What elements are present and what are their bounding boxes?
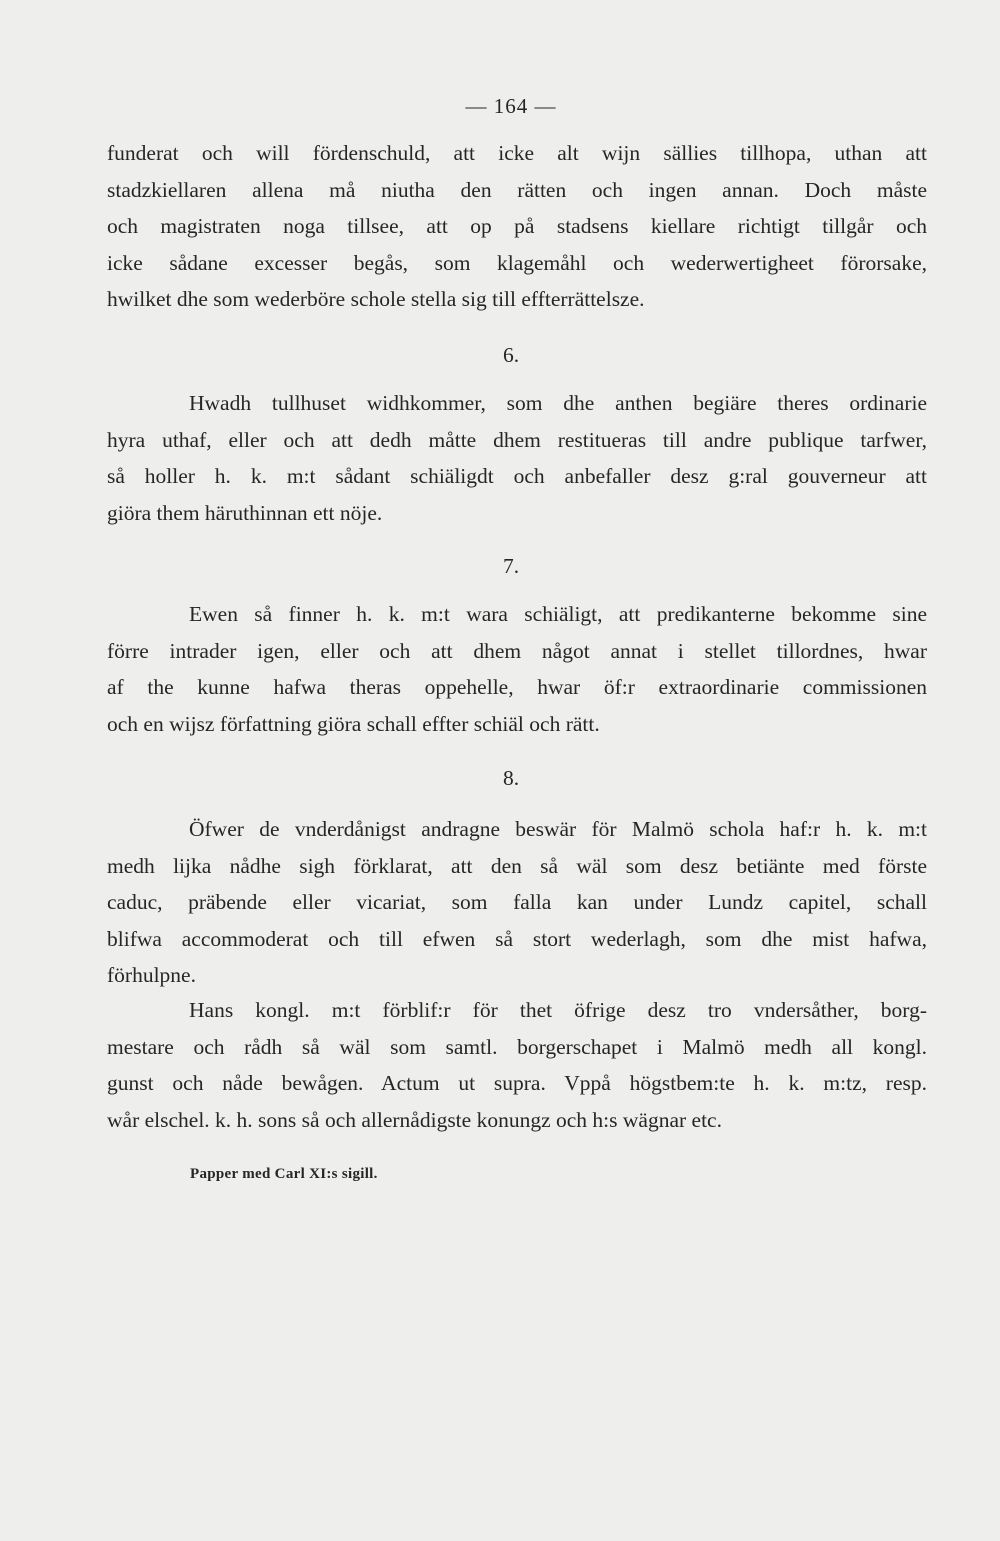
text-line: funderat och will fördenschuld, att icke alt wijn sällies tillhopa, uthan att (107, 141, 927, 165)
text-line: medh lijka nådhe sigh förklarat, att den så wäl som desz betiänte med förste (107, 853, 927, 878)
text-line: giöra them häruthinnan ett nöje. (107, 500, 383, 525)
text-line: förhulpne. (107, 963, 196, 987)
paragraph-section-8 (107, 811, 927, 994)
paragraph-closing (107, 992, 927, 1138)
page-number: — 164 — (465, 94, 557, 118)
section-number-8: 8. (502, 766, 520, 790)
text-line: caduc, präbende eller vicariat, som falla kan under Lundz capitel, schall (107, 890, 927, 914)
text-line: mestare och rådh så wäl som samtl. borgerschapet i Malmö medh all kongl. (107, 1034, 927, 1059)
text-line: förre intrader igen, eller och att dhem något annat i stellet tillordnes, hwar (107, 638, 927, 663)
text-line: och en wijsz författning giöra schall effter schiäl och rätt. (107, 711, 600, 736)
paragraph-continuation (107, 135, 927, 318)
text-line: af the kunne hafwa theras oppehelle, hwar öf:r extraordinarie commissionen (107, 675, 927, 699)
source-note: Papper med Carl XI:s sigill. (190, 1166, 378, 1182)
section-number-6: 6. (502, 343, 520, 367)
text-line: så holler h. k. m:t sådant schiäligdt och anbefaller desz g:ral gouverneur att (107, 464, 927, 488)
text-line: Ewen så finner h. k. m:t wara schiäligt, att predikanterne bekomme sine (189, 602, 927, 626)
paragraph-section-6 (107, 385, 927, 531)
text-line: stadzkiellaren allena må niutha den rätten och ingen annan. Doch måste (107, 177, 927, 202)
text-line: hyra uthaf, eller och att dedh måtte dhem restitueras till andre publique tarfwer, (107, 427, 927, 452)
text-line: gunst och nåde bewågen. Actum ut supra. Vppå högstbem:te h. k. m:tz, resp. (107, 1071, 927, 1095)
text-line: wår elschel. k. h. sons så och allernådigste konungz och h:s wägnar etc. (107, 1107, 722, 1132)
text-line: blifwa accommoderat och till efwen så stort wederlagh, som dhe mist hafwa, (107, 926, 927, 951)
text-line: och magistraten noga tillsee, att op på stadsens kiellare richtigt tillgår och (107, 214, 927, 238)
paragraph-section-7 (107, 596, 927, 742)
text-line: Öfwer de vnderdånigst andragne beswär för Malmö schola haf:r h. k. m:t (189, 817, 927, 841)
text-line: icke sådane excesser begås, som klagemåhl och wederwertigheet förorsake, (107, 250, 927, 275)
text-line: Hwadh tullhuset widhkommer, som dhe anthen begiäre theres ordinarie (189, 391, 927, 415)
text-line: hwilket dhe som wederböre schole stella sig till effterrättelsze. (107, 287, 645, 311)
section-number-7: 7. (502, 554, 520, 578)
text-line: Hans kongl. m:t förblif:r för thet öfrige desz tro vndersåther, borg- (189, 998, 927, 1022)
